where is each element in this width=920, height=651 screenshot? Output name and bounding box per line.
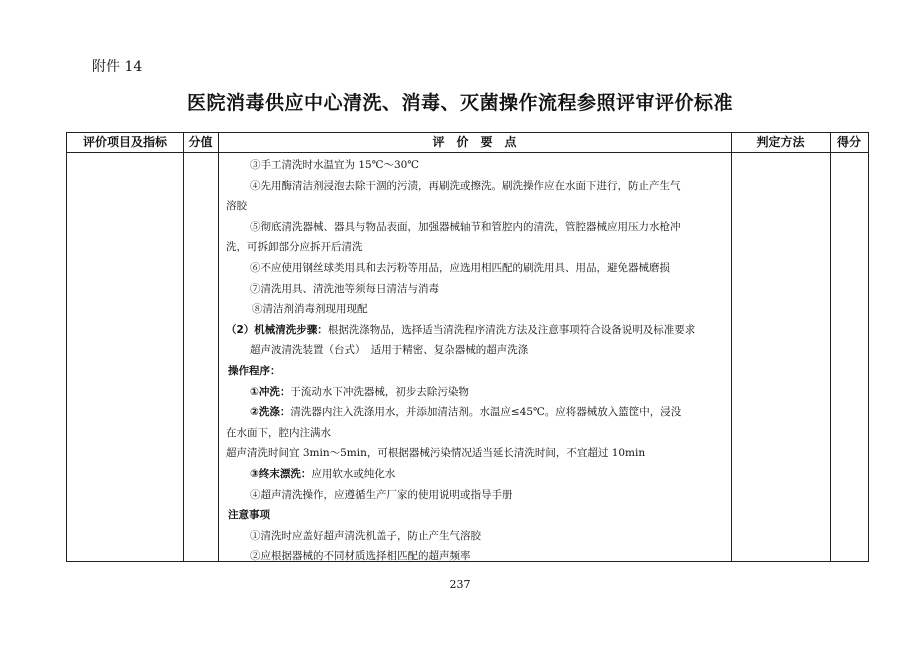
line-text: 应用软水或纯化水 (311, 467, 396, 480)
text-line: ⑤彻底清洗器械、器具与物品表面，加强器械轴节和管腔内的清洗，管腔器械应用压力水枪冲 (250, 220, 681, 233)
text-line: 超声清洗时间宜 3min～5min，可根据器械污染情况适当延长清洗时间，不宜超过 10min (226, 447, 646, 460)
bold-heading: ③终末漂洗： (250, 467, 312, 480)
section-heading: 操作程序： (228, 364, 281, 377)
text-line (226, 320, 731, 341)
text-line: ②应根据器械的不同材质选择相匹配的超声频率 (250, 550, 471, 563)
text-line: ④超声清洗操作，应遵循生产厂家的使用说明或指导手册 (250, 488, 513, 501)
header-score: 分值 (188, 135, 213, 149)
document-title: 医院消毒供应中心清洗、消毒、灭菌操作流程参照评审评价标准 (186, 92, 733, 114)
header-item: 评价项目及指标 (82, 135, 167, 149)
attachment-label: 附件 14 (92, 59, 143, 75)
text-line: 在水面下，腔内注满水 (226, 426, 331, 439)
bold-heading: ①冲洗： (250, 385, 291, 398)
column-divider (830, 133, 831, 561)
column-divider (183, 133, 184, 561)
text-line: ③手工清洗时水温宜为 15℃～30℃ (250, 159, 420, 171)
evaluation-table (66, 132, 869, 562)
header-method: 判定方法 (756, 135, 805, 149)
text-line (226, 382, 731, 403)
header-points: 评 价 要 点 (432, 135, 517, 149)
text-line: 洗，可拆卸部分应拆开后清洗 (226, 241, 363, 254)
text-line: 溶胶 (226, 200, 247, 213)
column-divider (218, 133, 219, 561)
column-divider (731, 133, 732, 561)
evaluation-points-cell (226, 155, 731, 567)
text-line (226, 402, 731, 423)
line-text: 清洗器内注入洗涤用水，并添加清洁剂。水温应≤45℃。应将器械放入篮筐中，浸没 (290, 406, 682, 419)
page-number: 237 (449, 578, 471, 591)
section-heading: 注意事项 (228, 509, 270, 522)
bold-heading: （2）机械清洗步骤： (226, 323, 328, 336)
header-result: 得分 (836, 135, 861, 149)
text-line: ⑥不应使用钢丝球类用具和去污粉等用品，应选用相匹配的刷洗用具、用品，避免器械磨损 (250, 261, 670, 274)
bold-heading: ②洗涤： (250, 406, 291, 419)
text-line: ⑧清洁剂消毒剂现用现配 (252, 303, 368, 316)
table-header-row (67, 133, 868, 153)
text-line: ④先用酶清洁剂浸泡去除干涸的污渍，再刷洗或擦洗。刷洗操作应在水面下进行，防止产生气 (250, 179, 681, 192)
text-line: ①清洗时应盖好超声清洗机盖子，防止产生气溶胶 (250, 529, 481, 542)
text-line (226, 464, 731, 485)
text-line: 超声波清洗装置（台式） 适用于精密、复杂器械的超声洗涤 (250, 344, 529, 357)
text-line: ⑦清洗用具、清洗池等须每日清洁与消毒 (250, 282, 439, 295)
line-text: 根据洗涤物品，选择适当清洗程序清洗方法及注意事项符合设备说明及标准要求 (327, 323, 696, 336)
line-text: 于流动水下冲洗器械，初步去除污染物 (290, 385, 469, 398)
